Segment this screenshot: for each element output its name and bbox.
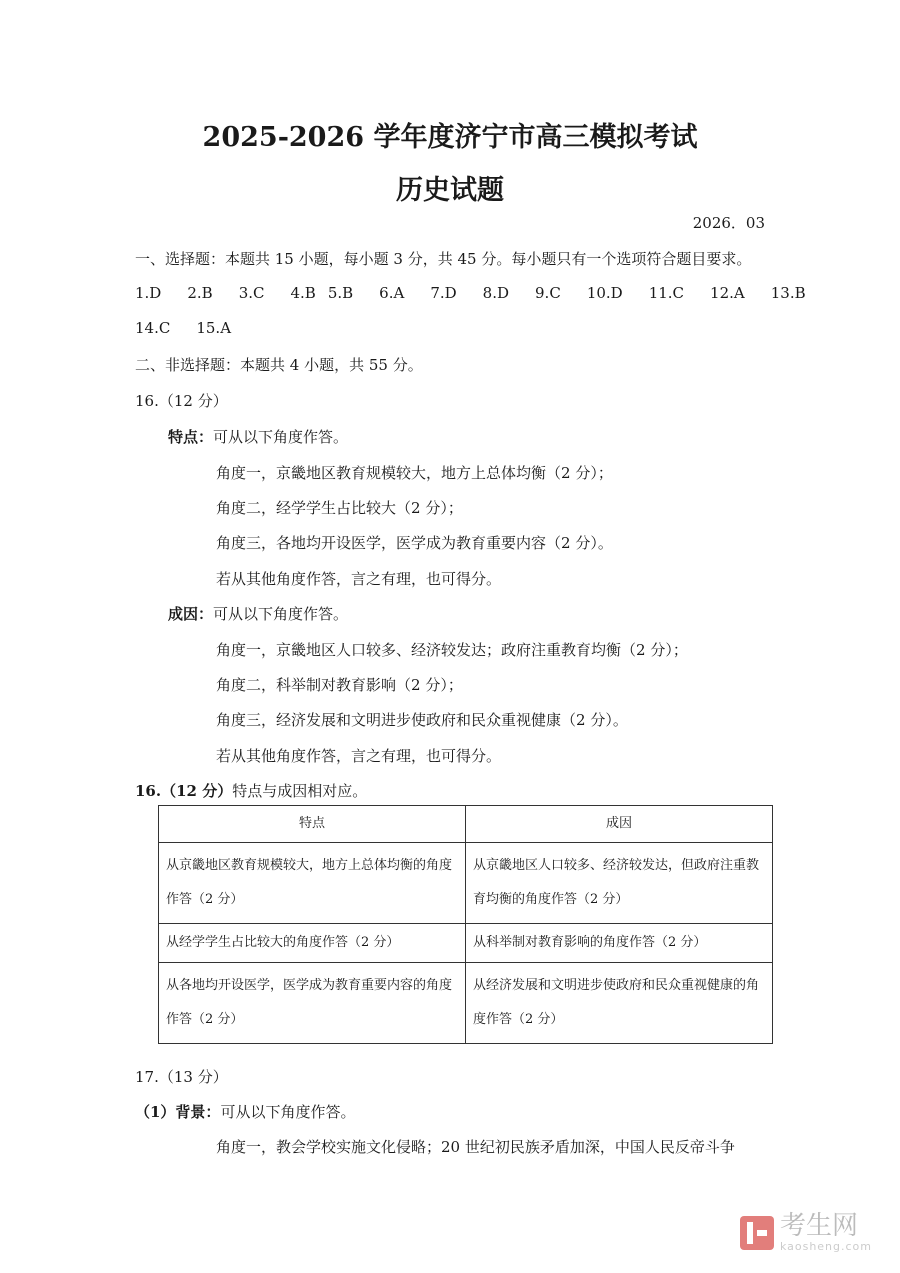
page-subtitle: 历史试题 [396, 175, 504, 206]
q16b-note: 特点与成因相对应。 [232, 782, 368, 800]
feature-angle-1: 角度一，京畿地区教育规模较大，地方上总体均衡（2 分）； [216, 464, 613, 482]
watermark-text [780, 1212, 872, 1253]
table-header-cell: 成因 [466, 806, 773, 843]
q17-angle-1: 角度一，教会学校实施文化侵略；20 世纪初民族矛盾加深，中国人民反帝斗争 [216, 1138, 735, 1156]
table-cell: 从京畿地区教育规模较大，地方上总体均衡的角度作答（2 分） [159, 843, 466, 924]
q16-causes-line [168, 603, 348, 624]
table-row [159, 924, 773, 963]
answers-row-2 [135, 319, 257, 337]
answer-item: 6.A [379, 284, 405, 302]
section2-heading: 二、非选择题：本题共 4 小题，共 55 分。 [135, 356, 423, 374]
q17-part1-line [135, 1101, 355, 1122]
watermark-brand-cn: 考生网 [779, 1211, 858, 1241]
watermark-logo [740, 1212, 872, 1253]
table-cell: 从京畿地区人口较多、经济较发达，但政府注重教育均衡的角度作答（2 分） [466, 843, 773, 924]
answer-item: 9.C [535, 284, 561, 302]
q17-part1-intro: 可从以下角度作答。 [220, 1103, 356, 1121]
answer-item: 11.C [648, 284, 685, 302]
answer-item: 4.B [290, 284, 316, 302]
q16-features-line [168, 426, 348, 447]
page-title: 2025-2026 学年度济宁市高三模拟考试 [202, 122, 698, 153]
feature-note: 若从其他角度作答，言之有理，也可得分。 [216, 570, 502, 588]
answer-item: 13.B [770, 284, 806, 302]
causes-intro: 可从以下角度作答。 [213, 605, 349, 623]
kaosheng-logo-icon [740, 1216, 774, 1250]
cause-angle-2: 角度二，科举制对教育影响（2 分）； [216, 676, 463, 694]
causes-label: 成因： [168, 605, 214, 623]
exam-date: 2026．03 [692, 214, 765, 232]
answer-item: 2.B [187, 284, 213, 302]
table-cell: 从各地均开设医学，医学成为教育重要内容的角度作答（2 分） [159, 963, 466, 1044]
answers-row-1 [135, 284, 806, 302]
table-row [159, 963, 773, 1044]
table-cell: 从经学学生占比较大的角度作答（2 分） [159, 924, 466, 963]
table-cell: 从经济发展和文明进步使政府和民众重视健康的角度作答（2 分） [466, 963, 773, 1044]
answer-item: 14.C [135, 319, 171, 337]
features-label: 特点： [168, 428, 214, 446]
answer-item: 8.D [482, 284, 510, 302]
answer-item: 7.D [430, 284, 457, 302]
table-header-row [159, 806, 773, 843]
q17-part1-label: （1）背景： [135, 1103, 221, 1121]
section1-heading: 一、选择题：本题共 15 小题，每小题 3 分，共 45 分。每小题只有一个选项符合题目要求。 [135, 250, 752, 268]
comparison-table [158, 805, 773, 1044]
table-row [159, 843, 773, 924]
cause-angle-3: 角度三，经济发展和文明进步使政府和民众重视健康（2 分）。 [216, 711, 628, 729]
answer-item: 12.A [710, 284, 745, 302]
answer-item: 1.D [135, 284, 162, 302]
watermark-brand-en: kaosheng.com [779, 1240, 872, 1253]
q16b-heading [135, 780, 367, 801]
feature-angle-2: 角度二，经学学生占比较大（2 分）； [216, 499, 463, 517]
q16b-number: 16.（12 分） [135, 782, 233, 800]
answer-item: 5.B [327, 284, 354, 302]
answer-item: 10.D [586, 284, 623, 302]
table-header-cell: 特点 [159, 806, 466, 843]
answer-item: 3.C [238, 284, 265, 302]
feature-angle-3: 角度三，各地均开设医学，医学成为教育重要内容（2 分）。 [216, 534, 613, 552]
q16-number: 16.（12 分） [135, 392, 228, 410]
answer-item: 15.A [196, 319, 232, 337]
cause-angle-1: 角度一，京畿地区人口较多、经济较发达；政府注重教育均衡（2 分）； [216, 641, 688, 659]
cause-note: 若从其他角度作答，言之有理，也可得分。 [216, 747, 502, 765]
table-cell: 从科举制对教育影响的角度作答（2 分） [466, 924, 773, 963]
features-intro: 可从以下角度作答。 [213, 428, 349, 446]
q17-number: 17.（13 分） [135, 1068, 228, 1086]
